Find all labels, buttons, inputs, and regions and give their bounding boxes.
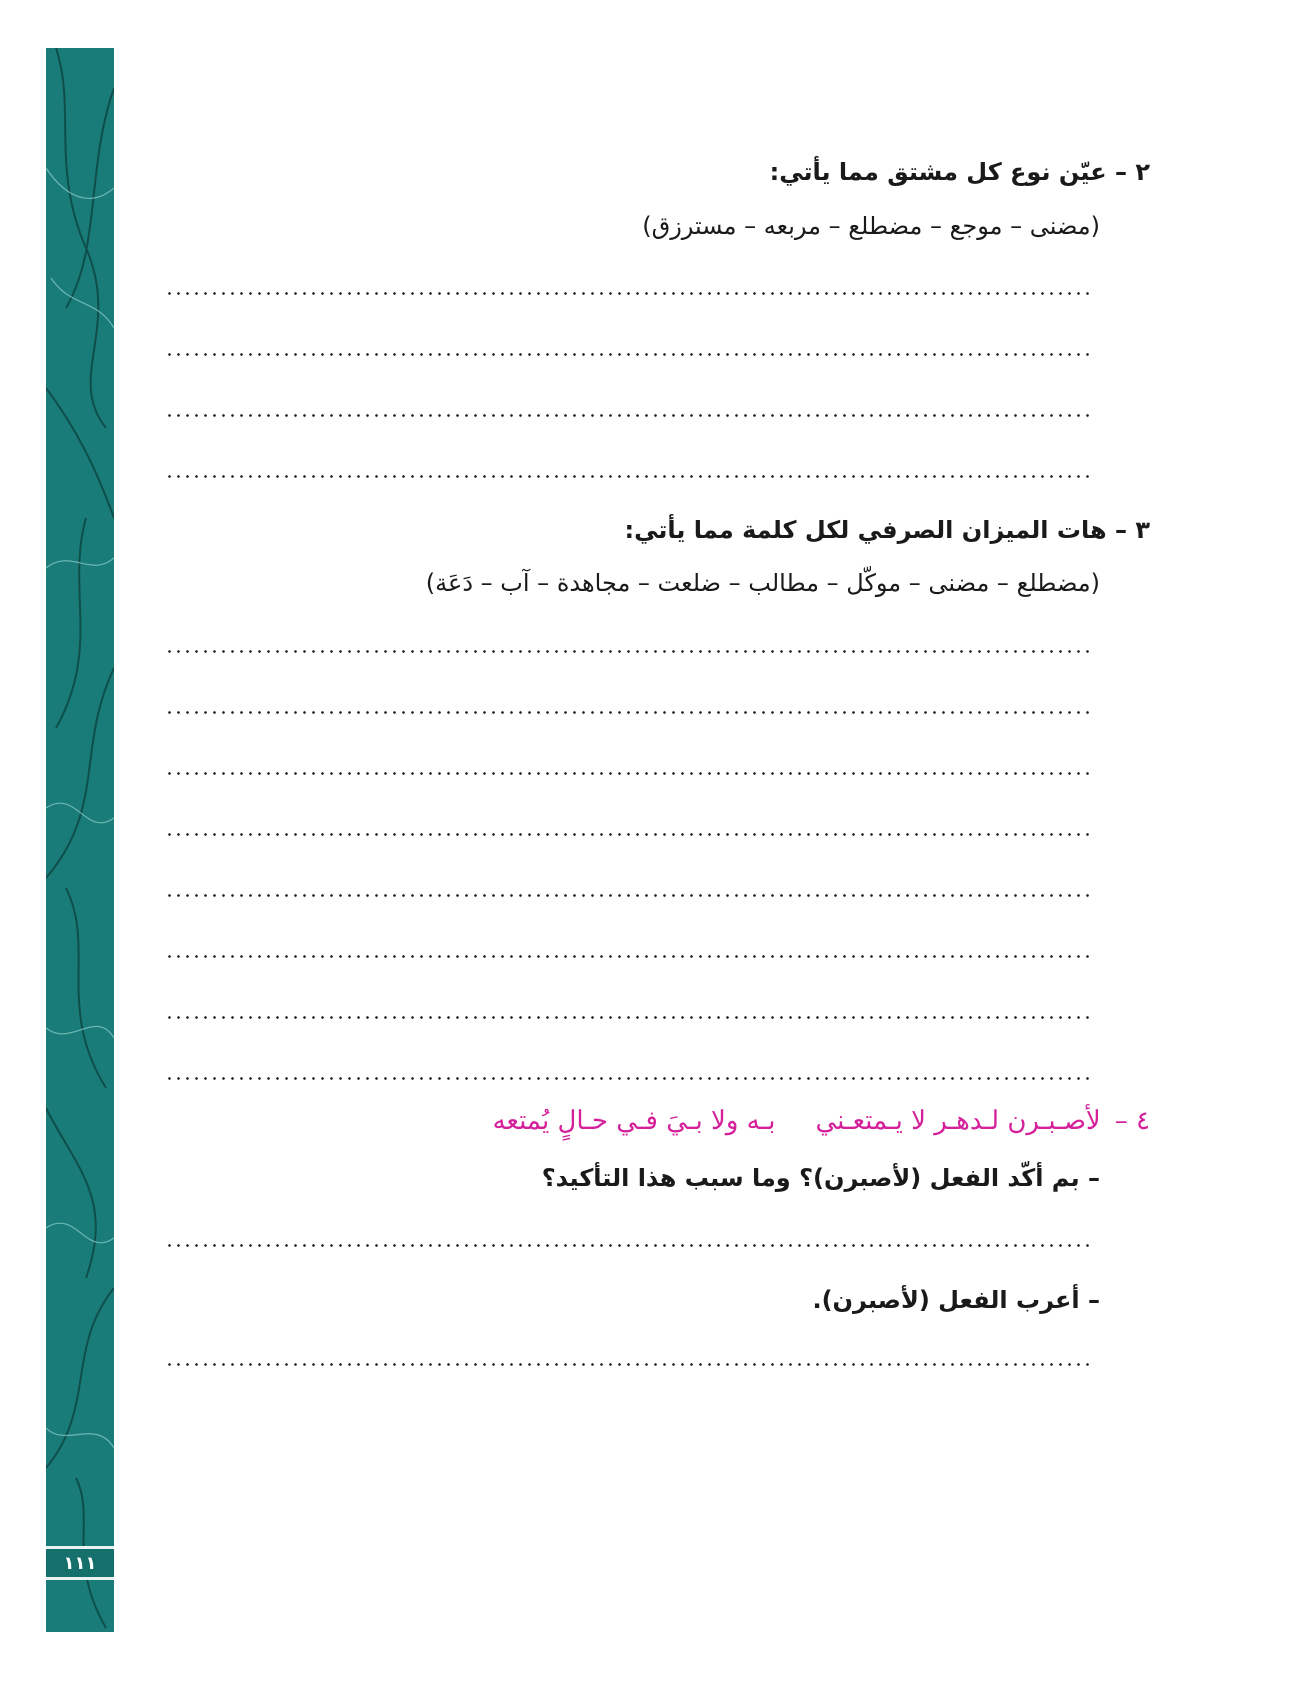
page-number: ١١١ bbox=[63, 1553, 97, 1574]
answer-line[interactable] bbox=[165, 650, 1093, 653]
answer-line[interactable] bbox=[165, 292, 1093, 295]
answer-line[interactable] bbox=[165, 772, 1093, 775]
answer-line[interactable] bbox=[165, 353, 1093, 356]
answer-line[interactable] bbox=[165, 955, 1093, 958]
page-number-box bbox=[46, 1546, 114, 1580]
answer-line[interactable] bbox=[165, 711, 1093, 714]
question-4-sub-1: – بم أكّد الفعل (لأصبرن)؟ وما سبب هذا التأكيد؟ bbox=[541, 1164, 1100, 1192]
answer-line[interactable] bbox=[165, 475, 1093, 478]
strip-pattern bbox=[46, 48, 114, 1632]
question-4-verse bbox=[493, 1106, 1150, 1136]
answer-line[interactable] bbox=[165, 833, 1093, 836]
answer-line[interactable] bbox=[165, 1077, 1093, 1080]
question-3-heading: ٣ – هات الميزان الصرفي لكل كلمة مما يأتي: bbox=[624, 516, 1150, 544]
answer-line[interactable] bbox=[165, 1363, 1093, 1366]
question-4-number: ٤ – bbox=[1114, 1106, 1150, 1136]
question-3-words: (مضطلع – مضنى – موكّل – مطالب – ضلعت – مجاهدة – آب – دَعَة) bbox=[425, 569, 1100, 597]
question-2-words: (مضنى – موجع – مضطلع – مربعه – مسترزق) bbox=[642, 212, 1100, 240]
answer-line[interactable] bbox=[165, 414, 1093, 417]
answer-line[interactable] bbox=[165, 894, 1093, 897]
verse-first-hemistich: لأصـبـرن لـدهـر لا يـمتعـني bbox=[815, 1106, 1101, 1136]
verse-second-hemistich: بـه ولا بـيَ فـي حـالٍ يُمتعه bbox=[492, 1106, 776, 1136]
question-4-sub-2: – أعرب الفعل (لأصبرن). bbox=[812, 1286, 1100, 1314]
answer-line[interactable] bbox=[165, 1016, 1093, 1019]
decorative-side-strip bbox=[46, 48, 114, 1632]
answer-line[interactable] bbox=[165, 1244, 1093, 1247]
question-2-heading: ٢ – عيّن نوع كل مشتق مما يأتي: bbox=[769, 158, 1150, 186]
